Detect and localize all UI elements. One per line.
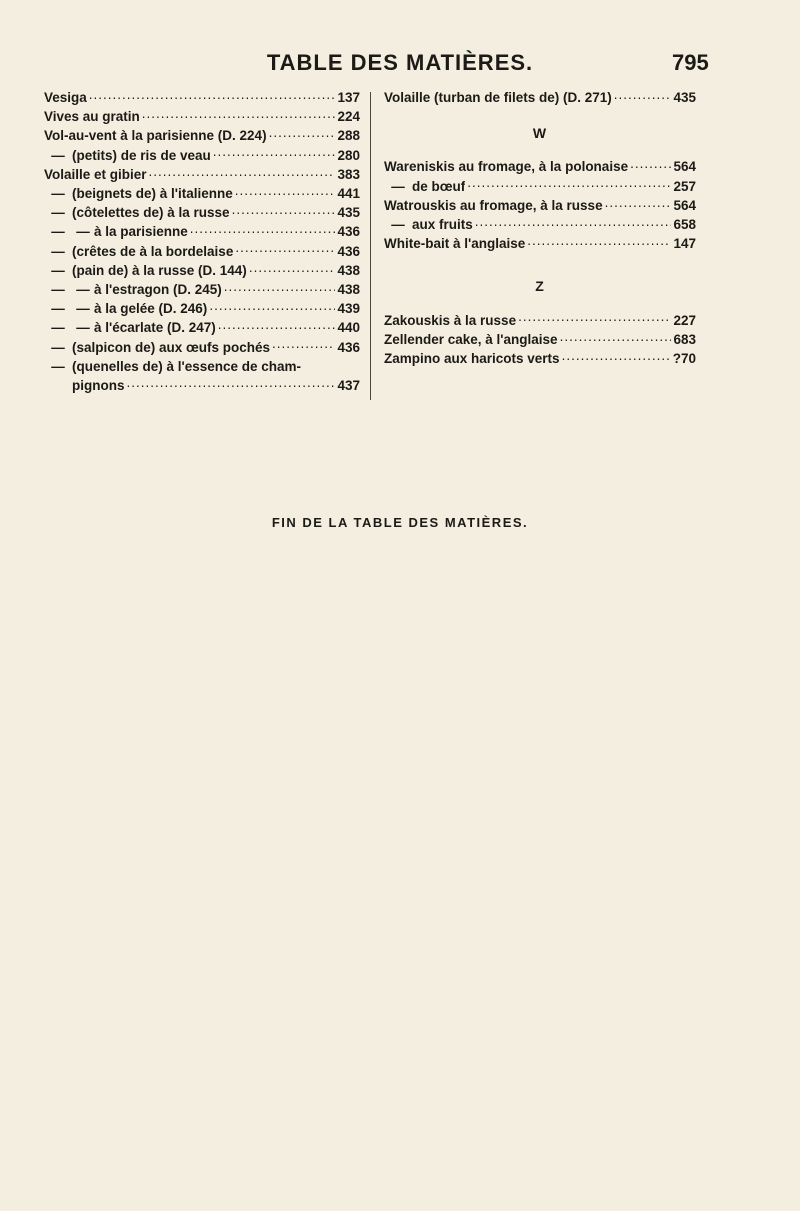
entry-term-continued: pignons <box>72 378 125 394</box>
entry-term: (côtelettes de) à la russe <box>72 205 230 221</box>
entry-page: 437 <box>337 378 360 394</box>
dot-leader <box>213 146 336 160</box>
entry-page: 435 <box>337 205 360 221</box>
dot-leader <box>475 216 672 230</box>
ditto-dash: — <box>51 262 65 278</box>
dot-leader <box>562 350 671 364</box>
dot-leader <box>235 242 335 256</box>
entry-page: 227 <box>673 312 696 328</box>
index-entry <box>44 88 360 107</box>
entry-page: 436 <box>337 339 360 355</box>
dot-leader <box>614 89 672 103</box>
entry-term: Vesiga <box>44 90 87 105</box>
entry-term: (pain de) à la russe (D. 144) <box>72 262 247 278</box>
entry-page: 439 <box>337 301 360 317</box>
dot-leader <box>224 281 336 295</box>
dot-leader <box>249 261 336 275</box>
w-entries-list <box>384 157 696 253</box>
entry-page: 257 <box>673 178 696 194</box>
section-letter-w: W <box>532 125 548 142</box>
index-entry <box>44 299 360 318</box>
ditto-dash: — <box>76 224 90 240</box>
ditto-dash: — <box>51 205 65 221</box>
dot-leader <box>272 338 335 352</box>
index-entry <box>44 318 360 337</box>
entry-page: 288 <box>337 128 360 144</box>
running-title: TABLE DES MATIÈRES. <box>266 50 534 75</box>
entry-page: 564 <box>673 159 696 175</box>
index-entry <box>384 177 696 196</box>
dot-leader <box>149 165 336 179</box>
entry-page: 441 <box>337 186 360 202</box>
entry-term: à l'écarlate (D. 247) <box>94 320 216 336</box>
ditto-dash: — <box>51 320 65 336</box>
entry-term: Volaille et gibier <box>44 166 147 182</box>
index-entry-quenelles <box>44 357 360 395</box>
index-entry <box>44 242 360 261</box>
page-number: 795 <box>672 50 709 75</box>
index-entry <box>44 184 360 203</box>
entry-page: 658 <box>673 217 696 233</box>
entry-page: 438 <box>337 262 360 278</box>
ditto-dash: — <box>76 301 90 317</box>
entry-term: à l'estragon (D. 245) <box>94 282 222 298</box>
index-entry <box>384 215 696 234</box>
dot-leader <box>232 204 336 218</box>
entry-page: 280 <box>337 147 360 163</box>
ditto-dash: — <box>51 224 65 240</box>
dot-leader <box>269 127 336 141</box>
dot-leader <box>605 196 672 210</box>
ditto-dash: — <box>51 147 65 163</box>
index-entry <box>44 126 360 145</box>
dot-leader <box>142 108 336 122</box>
index-entry <box>44 203 360 222</box>
left-column <box>44 88 360 395</box>
entry-page: 137 <box>337 90 360 105</box>
left-entries-list <box>44 88 360 357</box>
ditto-dash: — <box>76 320 90 336</box>
entry-page: 440 <box>337 320 360 336</box>
index-entry <box>384 196 696 215</box>
ditto-dash: — <box>51 243 65 259</box>
dot-leader <box>218 319 336 333</box>
index-entry <box>44 107 360 126</box>
index-entry <box>384 157 696 176</box>
entry-page: 436 <box>337 243 360 259</box>
entry-term: (quenelles de) à l'essence de cham- <box>72 358 302 374</box>
index-entry <box>44 222 360 241</box>
entry-page: 683 <box>673 331 696 347</box>
entry-term: Zakouskis à la russe <box>384 312 517 328</box>
entry-page: 383 <box>337 166 360 182</box>
entry-term: à la gelée (D. 246) <box>94 301 208 317</box>
entry-term: aux fruits <box>412 217 473 233</box>
ditto-dash: — <box>51 358 65 374</box>
ditto-dash: — <box>51 301 65 317</box>
entry-term: (salpicon de) aux œufs pochés <box>72 339 271 355</box>
dot-leader <box>560 330 672 344</box>
entry-page: 564 <box>673 197 696 213</box>
entry-term: Vives au gratin <box>44 109 140 125</box>
index-entry <box>384 330 696 349</box>
index-entry <box>44 146 360 165</box>
index-entry-volaille-turban <box>384 88 696 107</box>
ditto-dash: — <box>391 217 405 233</box>
right-column <box>384 88 696 368</box>
index-entry <box>44 280 360 299</box>
ditto-dash: — <box>76 282 90 298</box>
ditto-dash: — <box>51 282 65 298</box>
dot-leader <box>127 377 336 391</box>
entry-page: 147 <box>673 236 696 252</box>
column-divider <box>370 92 371 400</box>
entry-term: Watrouskis au fromage, à la russe <box>384 197 603 213</box>
entry-page: ?70 <box>672 351 696 367</box>
dot-leader <box>527 235 671 249</box>
ditto-dash: — <box>51 339 65 355</box>
dot-leader <box>518 311 671 325</box>
entry-page: 435 <box>673 90 696 105</box>
index-entry <box>384 234 696 253</box>
entry-term: de bœuf <box>412 178 466 194</box>
entry-term: Zampino aux haricots verts <box>384 351 560 367</box>
index-entry <box>384 349 696 368</box>
dot-leader <box>630 158 671 172</box>
index-entry <box>44 165 360 184</box>
entry-term: Zellender cake, à l'anglaise <box>384 331 558 347</box>
entry-term: à la parisienne <box>94 224 188 240</box>
entry-term: Volaille (turban de filets de) (D. 271) <box>384 90 612 105</box>
entry-page: 436 <box>337 224 360 240</box>
ditto-dash: — <box>51 186 65 202</box>
entry-term: (beignets de) à l'italienne <box>72 186 233 202</box>
dot-leader <box>235 185 336 199</box>
dot-leader <box>190 223 336 237</box>
entry-term: Vol-au-vent à la parisienne (D. 224) <box>44 128 267 144</box>
end-of-table-footer: FIN DE LA TABLE DES MATIÈRES. <box>271 515 529 530</box>
index-entry <box>384 311 696 330</box>
dot-leader <box>209 300 335 314</box>
entry-term: Wareniskis au fromage, à la polonaise <box>384 159 629 175</box>
dot-leader <box>89 89 336 103</box>
entry-term: (crêtes de à la bordelaise <box>72 243 234 259</box>
entry-term: (petits) de ris de veau <box>72 147 211 163</box>
index-entry <box>44 338 360 357</box>
entry-term: White-bait à l'anglaise <box>384 236 526 252</box>
index-entry <box>44 261 360 280</box>
entry-page: 438 <box>337 282 360 298</box>
ditto-dash: — <box>391 178 405 194</box>
z-entries-list <box>384 311 696 369</box>
entry-page: 224 <box>337 109 360 125</box>
dot-leader <box>467 177 671 191</box>
section-letter-z: Z <box>535 278 545 295</box>
